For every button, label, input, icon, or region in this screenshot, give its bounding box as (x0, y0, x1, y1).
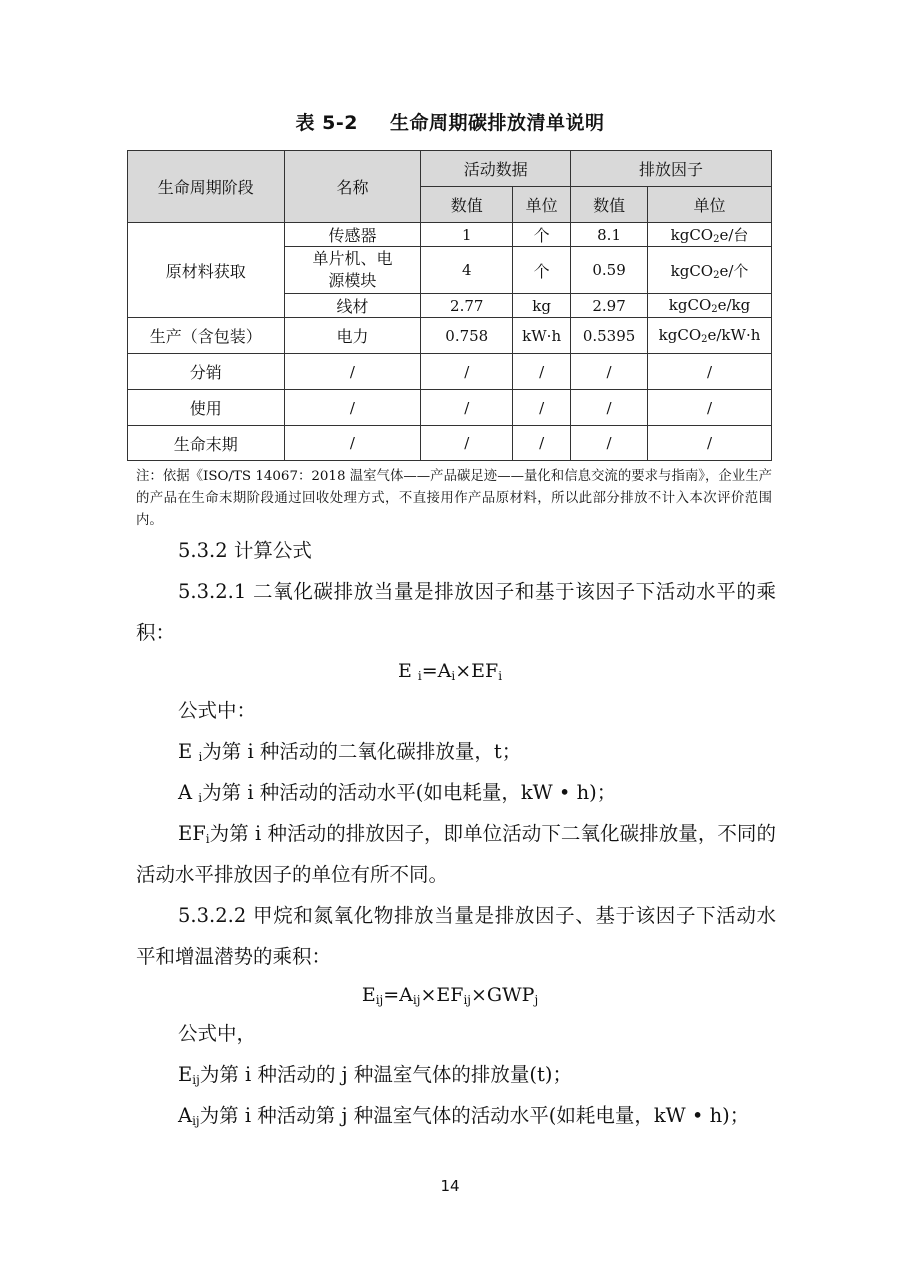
factor-unit-cell (648, 318, 772, 354)
factor-value-cell: 2.97 (571, 294, 648, 318)
symbol-subscript: i (205, 832, 210, 846)
activity-value-cell: 4 (421, 247, 513, 294)
table-number: 表 5-2 (295, 112, 358, 134)
symbol: E (178, 740, 199, 763)
header-stage: 生命周期阶段 (128, 151, 285, 223)
activity-unit-cell: / (513, 354, 571, 390)
table-row (128, 390, 772, 426)
name-cell: / (284, 390, 421, 426)
table-title-text: 生命周期碳排放清单说明 (389, 112, 605, 134)
stage-cell: 生产（含包装） (128, 318, 285, 354)
activity-unit-cell: kg (513, 294, 571, 318)
definition-text: 为第 i 种活动的 j 种温室气体的排放量(t)； (199, 1063, 572, 1086)
name-cell: 传感器 (284, 223, 421, 247)
definition-a (136, 772, 776, 813)
activity-value-cell: / (421, 426, 513, 461)
unit-text: e/台 (719, 226, 749, 244)
symbol: E (178, 1063, 193, 1086)
symbol-subscript: ij (192, 1114, 200, 1128)
activity-unit-cell: 个 (513, 223, 571, 247)
factor-value-cell: / (571, 354, 648, 390)
definition-text: 为第 i 种活动第 j 种温室气体的活动水平(如耗电量，kW • h)； (199, 1104, 750, 1127)
stage-cell: 使用 (128, 390, 285, 426)
where-label-1: 公式中： (178, 699, 257, 722)
unit-text: kgCO (670, 226, 714, 244)
unit-text: e/个 (719, 261, 749, 280)
formula-part: E (397, 660, 418, 682)
name-cell-text: 单片机、电源模块 (312, 249, 393, 290)
table-note: 注：依据《ISO/TS 14067：2018 温室气体——产品碳足迹——量化和信息交流的要求与指南》，企业生产的产品在生命末期阶段通过回收处理方式，不直接用作产品原材料，所以此部分排放不计入本次评价范围内。 (136, 469, 772, 528)
table-header-row (128, 151, 772, 187)
formula-part: =A (383, 984, 413, 1006)
formula-subscript: ij (463, 993, 472, 1007)
activity-value-cell: 2.77 (421, 294, 513, 318)
symbol-subscript: i (198, 750, 203, 764)
factor-value-cell: 0.5395 (571, 318, 648, 354)
factor-unit-cell (648, 294, 772, 318)
stage-cell: 生命末期 (128, 426, 285, 461)
table-row (128, 318, 772, 354)
formula-part: ×EF (455, 660, 499, 682)
page-number: 14 (440, 1177, 460, 1195)
formula-subscript: i (417, 669, 422, 683)
where-label-2: 公式中， (178, 1022, 257, 1045)
definition-text: 为第 i 种活动的排放因子，即单位活动下二氧化碳排放量，不同的活动水平排放因子的单位有所不同。 (136, 822, 776, 886)
formula-part: E (361, 984, 376, 1006)
unit-text: e/kg (717, 296, 751, 314)
unit-subscript: 2 (713, 269, 720, 281)
paragraph-ch4-nox: 5.3.2.2 甲烷和氮氧化物排放当量是排放因子、基于该因子下活动水平和增温潜势的乘积： (136, 904, 776, 968)
unit-subscript: 2 (701, 334, 708, 345)
formula-subscript: ij (375, 993, 384, 1007)
symbol: A (178, 1104, 193, 1127)
formula-part: ×GWP (471, 984, 535, 1006)
factor-unit-cell (648, 223, 772, 247)
header-factor-unit: 单位 (648, 187, 772, 223)
header-activity: 活动数据 (421, 151, 571, 187)
emission-inventory-table (127, 150, 772, 461)
formula-part: ×EF (420, 984, 464, 1006)
header-activity-value: 数值 (421, 187, 513, 223)
activity-value-cell: 1 (421, 223, 513, 247)
name-cell: / (284, 426, 421, 461)
definition-text: 为第 i 种活动的二氧化碳排放量，t； (202, 740, 522, 763)
factor-value-cell: / (571, 426, 648, 461)
name-cell: 线材 (284, 294, 421, 318)
unit-text: kgCO (668, 296, 712, 314)
definition-ef (136, 813, 776, 895)
factor-value-cell: 8.1 (571, 223, 648, 247)
factor-unit-cell: / (648, 390, 772, 426)
table-row (128, 354, 772, 390)
definition-e (136, 731, 776, 772)
factor-unit-cell (648, 247, 772, 294)
formula-part: =A (421, 660, 452, 682)
table-title (0, 108, 900, 135)
definition-aij (136, 1095, 776, 1136)
activity-value-cell: 0.758 (421, 318, 513, 354)
symbol: A (178, 781, 199, 804)
formula-co2 (0, 660, 900, 682)
activity-value-cell: / (421, 390, 513, 426)
header-factor: 排放因子 (571, 151, 772, 187)
unit-text: kgCO (658, 326, 702, 344)
definition-eij (136, 1054, 776, 1095)
stage-cell: 原材料获取 (128, 223, 285, 318)
header-factor-value: 数值 (571, 187, 648, 223)
unit-text: kgCO (670, 261, 714, 280)
definition-text: 为第 i 种活动的活动水平(如电耗量，kW • h)； (202, 781, 617, 804)
factor-unit-cell: / (648, 354, 772, 390)
formula-subscript: i (498, 669, 503, 683)
name-cell: 电力 (284, 318, 421, 354)
factor-value-cell: 0.59 (571, 247, 648, 294)
factor-value-cell: / (571, 390, 648, 426)
factor-unit-cell: / (648, 426, 772, 461)
activity-value-cell: / (421, 354, 513, 390)
formula-subscript: ij (412, 993, 421, 1007)
formula-ghg (0, 984, 900, 1006)
symbol-subscript: i (198, 791, 203, 805)
activity-unit-cell: / (513, 390, 571, 426)
name-cell (284, 247, 421, 294)
symbol: EF (178, 822, 206, 845)
paragraph-co2: 5.3.2.1 二氧化碳排放当量是排放因子和基于该因子下活动水平的乘积： (136, 580, 776, 644)
header-activity-unit: 单位 (513, 187, 571, 223)
unit-text: e/kW·h (707, 326, 761, 344)
table-row (128, 426, 772, 461)
activity-unit-cell: / (513, 426, 571, 461)
stage-cell: 分销 (128, 354, 285, 390)
activity-unit-cell: 个 (513, 247, 571, 294)
formula-subscript: j (534, 993, 539, 1007)
table-row (128, 223, 772, 247)
symbol-subscript: ij (192, 1073, 200, 1087)
formula-subscript: i (451, 669, 456, 683)
unit-subscript: 2 (713, 234, 720, 245)
header-name: 名称 (284, 151, 421, 223)
name-cell: / (284, 354, 421, 390)
activity-unit-cell: kW·h (513, 318, 571, 354)
section-heading: 5.3.2 计算公式 (178, 539, 312, 562)
unit-subscript: 2 (711, 304, 718, 315)
